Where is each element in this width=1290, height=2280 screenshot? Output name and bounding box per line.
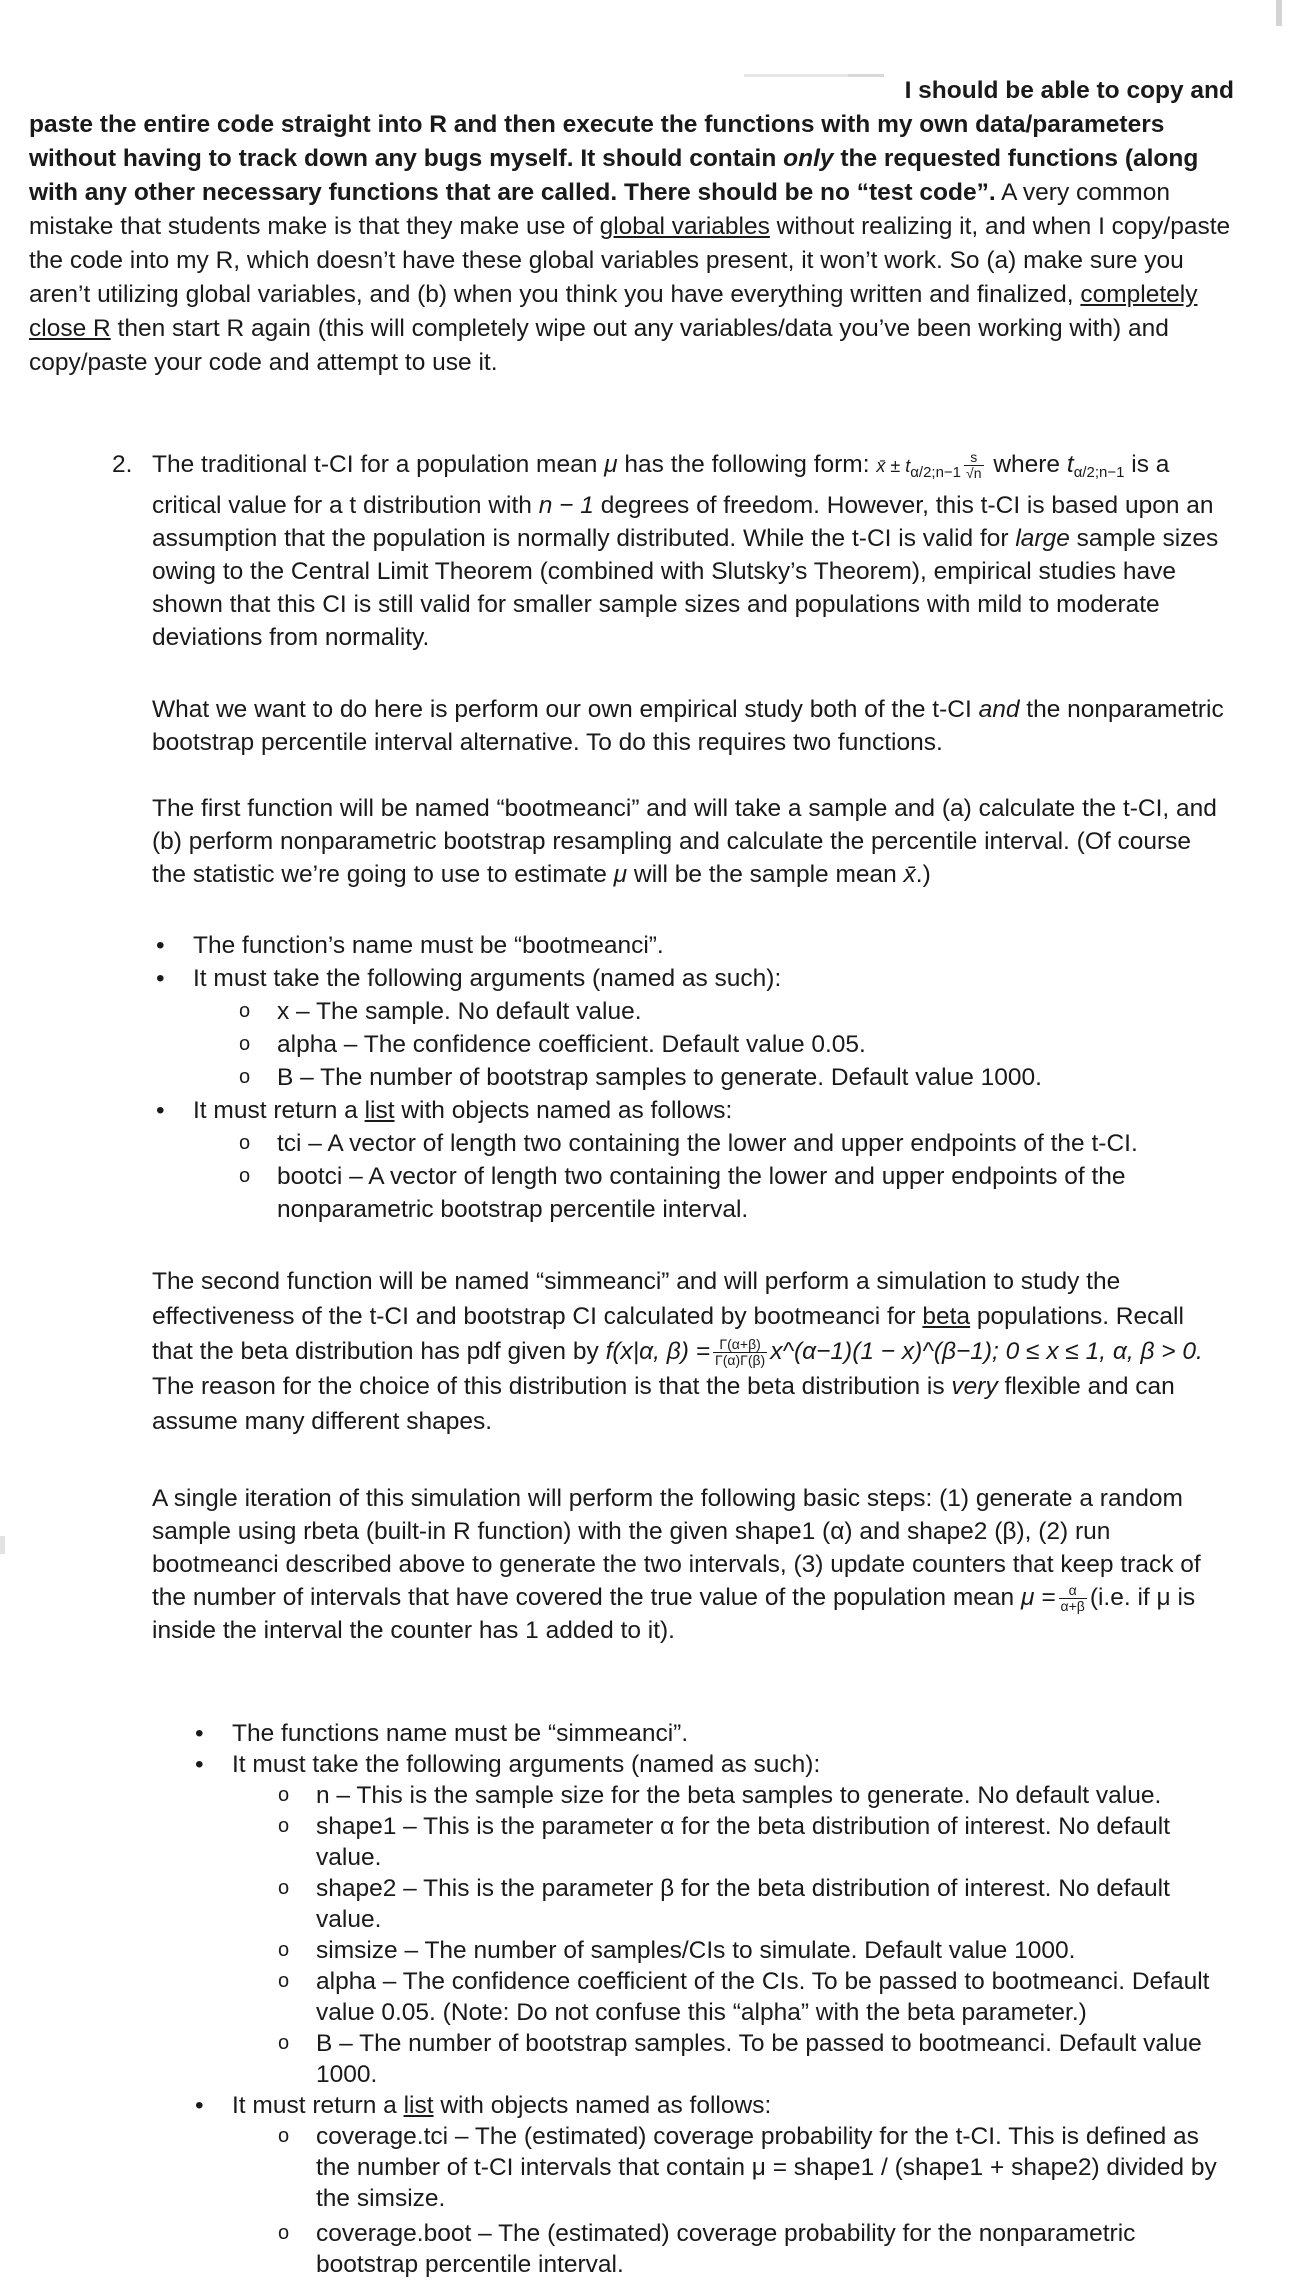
bullet-icon: • <box>156 965 165 992</box>
text: The traditional t-CI for a population mean <box>152 451 598 478</box>
intro-bold-2a: It should contain <box>580 145 777 172</box>
bullet-icon: • <box>156 932 165 959</box>
list-text: coverage.boot – The (estimated) coverage probability for the nonparametric bootstrap percentile interval. <box>316 2220 1136 2278</box>
fraction-num: Γ(α+β) <box>713 1337 767 1353</box>
circle-bullet-icon: o <box>239 1066 251 1088</box>
circle-bullet-icon: o <box>239 1000 251 1022</box>
italic-very: very <box>951 1373 998 1400</box>
text: A single iteration of this simulation will perform the following basic steps: (1) generate a random sample using rbeta (built-in R function) with the given shape1 (α) and shape2 (β), (2) run bootmeanci described above to generate the two intervals, (3) update counters that keep track of the number of intervals that have covered the true value of the population mean <box>152 1485 1201 1611</box>
mu-symbol: μ <box>604 451 618 478</box>
italic-large: large <box>1015 525 1070 552</box>
intro-paragraph <box>29 108 1239 380</box>
intro-text-2: without realizing it, and when I copy/paste the code into my R, which doesn’t have these global variables present, it won’t work. So (a) make sure you aren’t utilizing global variables, and (b) when you think you have everything written and finalized, <box>29 213 1231 308</box>
list-link[interactable]: list <box>403 2092 434 2119</box>
fraction-den: √n <box>966 465 982 482</box>
circle-bullet-icon: o <box>278 1970 290 1992</box>
beta-link[interactable]: beta <box>922 1303 971 1330</box>
list-text: It must return a <box>232 2092 397 2119</box>
simmeanci-intro-paragraph <box>152 1264 1227 1439</box>
intro-bold-1: paste the entire code straight into R and then execute the functions with my own data/parameters without having to track down any bugs myself. <box>29 111 1165 172</box>
text: (i.e. if μ is inside the interval the counter has 1 added to it). <box>152 1584 1196 1645</box>
intro-bold-2b: the requested functions (along with any other necessary functions that are called. <box>29 145 1199 206</box>
text: the nonparametric bootstrap percentile interval alternative. To do this requires two functions. <box>152 696 1224 756</box>
circle-bullet-icon: o <box>278 2125 290 2147</box>
circle-bullet-icon: o <box>278 2032 290 2054</box>
global-variables-link[interactable]: global variables <box>599 213 770 240</box>
circle-bullet-icon: o <box>278 2222 290 2244</box>
tci-paragraph <box>152 448 1227 654</box>
text: The second function will be named “simmeanci” and will perform a simulation to study the effectiveness of the t-CI and bootstrap CI calculated by bootmeanci for <box>152 1268 1121 1330</box>
pdf-lhs: f(x|α, β) = <box>605 1338 710 1365</box>
circle-bullet-icon: o <box>239 1033 251 1055</box>
fraction-den: α+β <box>1060 1598 1085 1615</box>
list-text: shape1 – This is the parameter α for the beta distribution of interest. No default value. <box>316 1813 1170 1871</box>
t-subscript: α/2;n−1 <box>1073 464 1125 481</box>
text: sample sizes owing to the Central Limit Theorem (combined with Slutsky’s Theorem), empirical studies have shown that this CI is still valid for smaller sample sizes and populations with mild to moderate deviations from normality. <box>152 525 1219 651</box>
pdf-rhs: x^(α−1)(1 − x)^(β−1); 0 ≤ x ≤ 1, α, β > 0. <box>770 1338 1203 1365</box>
circle-bullet-icon: o <box>278 1939 290 1961</box>
empirical-study-paragraph <box>152 693 1227 759</box>
scan-artifact <box>848 74 884 77</box>
list-item <box>278 2028 1232 2090</box>
circle-bullet-icon: o <box>239 1165 251 1187</box>
list-text: It must take the following arguments (named as such): <box>193 965 782 992</box>
list-item <box>278 1780 1232 1811</box>
text: degrees of freedom. However, this t-CI is based upon an assumption that the population is normally distributed. While the t-CI is valid for <box>152 492 1214 552</box>
circle-bullet-icon: o <box>239 1132 251 1154</box>
text: The first function will be named “bootmeanci” and will take a sample and (a) calculate the t-CI, and (b) perform nonparametric bootstrap resampling and calculate the percentile interval. (Of course the statistic we’re going to use to estimate <box>152 795 1217 888</box>
list-item <box>239 1061 1233 1094</box>
list-item <box>278 2218 1232 2280</box>
list-text: B – The number of bootstrap samples to generate. Default value 1000. <box>277 1064 1042 1091</box>
text: has the following form: <box>624 451 870 478</box>
page-edge-rule <box>1276 0 1282 26</box>
intro-text-1: A very common mistake that students make is that they make use of <box>29 179 1170 240</box>
italic-and: and <box>978 696 1020 723</box>
circle-bullet-icon: o <box>278 1877 290 1899</box>
pdf-fraction <box>713 1337 767 1368</box>
list-item <box>195 1749 1232 2090</box>
intro-bold-only: only <box>783 145 834 172</box>
list-text: x – The sample. No default value. <box>277 998 642 1025</box>
text: The reason for the choice of this distribution is that the beta distribution is <box>152 1373 945 1400</box>
alpha-fraction <box>1059 1583 1087 1614</box>
fraction-num: α <box>1059 1583 1087 1599</box>
fraction-s-over-root-n <box>964 450 983 481</box>
list-text: n – This is the sample size for the beta samples to generate. No default value. <box>316 1782 1162 1809</box>
xbar-symbol: x̄ <box>903 861 916 888</box>
list-item <box>278 1935 1232 1966</box>
iteration-paragraph <box>152 1482 1227 1647</box>
text: where <box>993 451 1061 478</box>
bullet-icon: • <box>195 1720 204 1747</box>
formula-xbar: x̄ ± t <box>876 456 911 476</box>
text: will be the sample mean <box>633 861 897 888</box>
list-text: alpha – The confidence coefficient of the CIs. To be passed to bootmeanci. Default value 0.05. (Note: Do not confuse this “alpha” with the beta parameter.) <box>316 1968 1210 2026</box>
circle-bullet-icon: o <box>278 1784 290 1806</box>
fraction-num: s <box>964 450 983 466</box>
list-item <box>156 962 1233 1094</box>
list-item <box>278 1873 1232 1935</box>
text: What we want to do here is perform our own empirical study both of the t-CI <box>152 696 972 723</box>
list-item <box>239 1127 1233 1160</box>
list-text: coverage.tci – The (estimated) coverage probability for the t-CI. This is defined as the number of t-CI intervals that contain μ = shape1 / (shape1 + shape2) divided by the simsize. <box>316 2123 1217 2212</box>
list-item <box>156 929 1233 962</box>
text: populations. Recall that the beta distribution has pdf given by <box>152 1303 1184 1365</box>
list-item <box>239 1028 1233 1061</box>
t-symbol: t <box>1066 451 1074 478</box>
list-item <box>239 995 1233 1028</box>
list-text: with objects named as follows: <box>440 2092 772 2119</box>
list-text: It must return a <box>193 1097 358 1124</box>
list-text: The functions name must be “simmeanci”. <box>232 1720 689 1747</box>
intro-bold-3: There should be no “test code”. <box>624 179 996 206</box>
list-text: It must take the following arguments (named as such): <box>232 1751 821 1778</box>
list-item <box>195 1718 1232 1749</box>
bootmeanci-requirements <box>156 929 1233 1226</box>
text: .) <box>915 861 931 888</box>
intro-first-line: I should be able to copy and <box>904 77 1234 104</box>
list-text: tci – A vector of length two containing the lower and upper endpoints of the t-CI. <box>277 1130 1138 1157</box>
close-r-link[interactable]: completely close R <box>29 281 1198 342</box>
list-text: alpha – The confidence coefficient. Default value 0.05. <box>277 1031 866 1058</box>
list-item <box>278 1811 1232 1873</box>
list-item <box>278 1966 1232 2028</box>
fraction-den: Γ(α)Γ(β) <box>715 1352 766 1369</box>
circle-bullet-icon: o <box>278 1815 290 1837</box>
mu-symbol: μ <box>613 861 628 888</box>
list-item <box>195 2090 1232 2280</box>
simmeanci-requirements <box>195 1718 1232 2280</box>
list-text: shape2 – This is the parameter β for the beta distribution of interest. No default value. <box>316 1875 1170 1933</box>
question-number: 2. <box>112 451 133 478</box>
text: flexible and can assume many different shapes. <box>152 1373 1175 1435</box>
mu-equals: μ = <box>1020 1584 1056 1611</box>
bullet-icon: • <box>195 2092 204 2119</box>
list-item <box>156 1094 1233 1226</box>
n-minus-1: n − 1 <box>538 492 594 519</box>
list-item <box>239 1160 1233 1226</box>
text: is a critical value for a t distribution with <box>152 451 1170 519</box>
bootmeanci-intro-paragraph <box>152 792 1227 891</box>
bullet-icon: • <box>156 1097 165 1124</box>
formula-subscript: α/2;n−1 <box>910 464 962 481</box>
intro-text-3: then start R again (this will completely wipe out any variables/data you’ve been working with) and copy/paste your code and attempt to use it. <box>29 315 1169 376</box>
list-text: bootci – A vector of length two containing the lower and upper endpoints of the nonparametric bootstrap percentile interval. <box>277 1163 1126 1223</box>
list-text: B – The number of bootstrap samples. To be passed to bootmeanci. Default value 1000. <box>316 2030 1202 2088</box>
list-link[interactable]: list <box>364 1097 395 1124</box>
list-text: with objects named as follows: <box>401 1097 733 1124</box>
margin-mark <box>0 1536 5 1554</box>
list-item <box>278 2121 1232 2214</box>
bullet-icon: • <box>195 1751 204 1778</box>
list-text: simsize – The number of samples/CIs to simulate. Default value 1000. <box>316 1937 1076 1964</box>
list-text: The function’s name must be “bootmeanci”. <box>193 932 664 959</box>
